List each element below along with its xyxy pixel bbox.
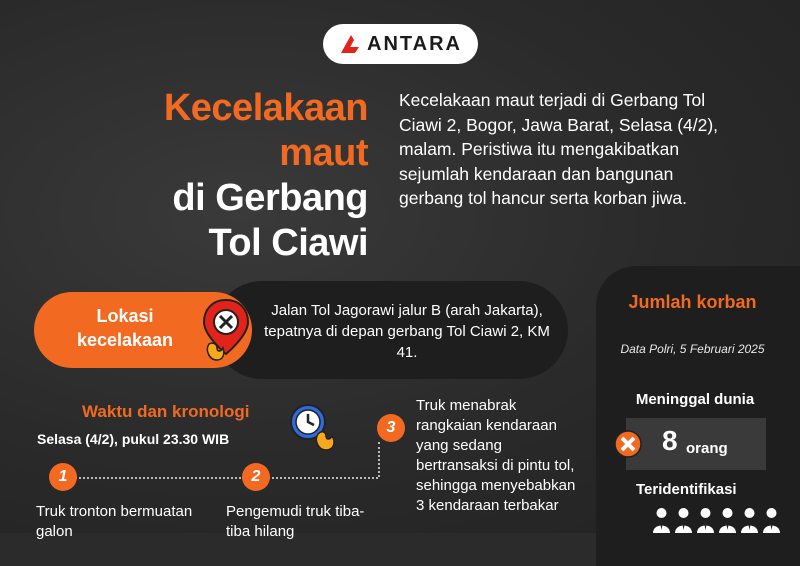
identified-people bbox=[652, 506, 781, 533]
timeline-time: Selasa (4/2), pukul 23.30 WIB bbox=[37, 431, 230, 447]
step-1-badge: 1 bbox=[49, 463, 77, 491]
logo-text: ANTARA bbox=[367, 32, 462, 55]
person-icon bbox=[696, 506, 715, 533]
antara-logo bbox=[323, 24, 478, 64]
timeline-title: Waktu dan kronologi bbox=[82, 402, 250, 421]
person-icon bbox=[674, 506, 693, 533]
person-icon bbox=[652, 506, 671, 533]
death-cross-icon bbox=[614, 430, 642, 458]
timeline-connector bbox=[75, 477, 245, 479]
timeline-connector bbox=[378, 442, 380, 477]
location-label: Lokasi kecelakaan bbox=[76, 306, 174, 350]
dead-unit: orang bbox=[686, 440, 728, 457]
timeline-connector bbox=[268, 477, 378, 479]
dead-label: Meninggal dunia bbox=[635, 391, 755, 408]
identified-label: Teridentifikasi bbox=[636, 481, 737, 498]
step-2-badge: 2 bbox=[242, 463, 270, 491]
page-title bbox=[164, 86, 368, 266]
title-line-1: Kecelakaan bbox=[163, 87, 368, 129]
step-1-text: Truk tronton bermuatan galon bbox=[36, 503, 193, 540]
clock-fire-icon bbox=[288, 400, 338, 452]
step-3-text: Truk menabrak rangkaian kendaraan yang sedang bertransaksi di pintu tol, sehingga menyebabkan 3 kendaraan terbakar bbox=[416, 397, 576, 514]
step-3-badge: 3 bbox=[377, 414, 405, 442]
dead-count: 8 bbox=[662, 425, 678, 456]
antara-logo-icon bbox=[339, 33, 361, 55]
location-text: Jalan Tol Jagorawi jalur B (arah Jakarta), tepatnya di depan gerbang Tol Ciawi 2, KM 41. bbox=[264, 302, 550, 361]
map-pin-fire-icon bbox=[201, 298, 251, 364]
person-icon bbox=[718, 506, 737, 533]
person-icon bbox=[740, 506, 759, 533]
intro-paragraph: Kecelakaan maut terjadi di Gerbang Tol Ciawi 2, Bogor, Jawa Barat, Selasa (4/2), malam. Peristiwa itu mengakibatkan sejumlah kendaraan dan bangunan gerbang tol hancur serta korban jiwa. bbox=[399, 90, 719, 208]
title-line-3: di Gerbang bbox=[172, 177, 368, 219]
victims-title: Jumlah korban bbox=[628, 292, 757, 312]
title-line-2: maut bbox=[279, 132, 368, 174]
title-line-4: Tol Ciawi bbox=[208, 222, 368, 264]
person-icon bbox=[762, 506, 781, 533]
victims-source: Data Polri, 5 Februari 2025 bbox=[620, 342, 765, 356]
step-2-text: Pengemudi truk tiba-tiba hilang bbox=[226, 503, 365, 540]
